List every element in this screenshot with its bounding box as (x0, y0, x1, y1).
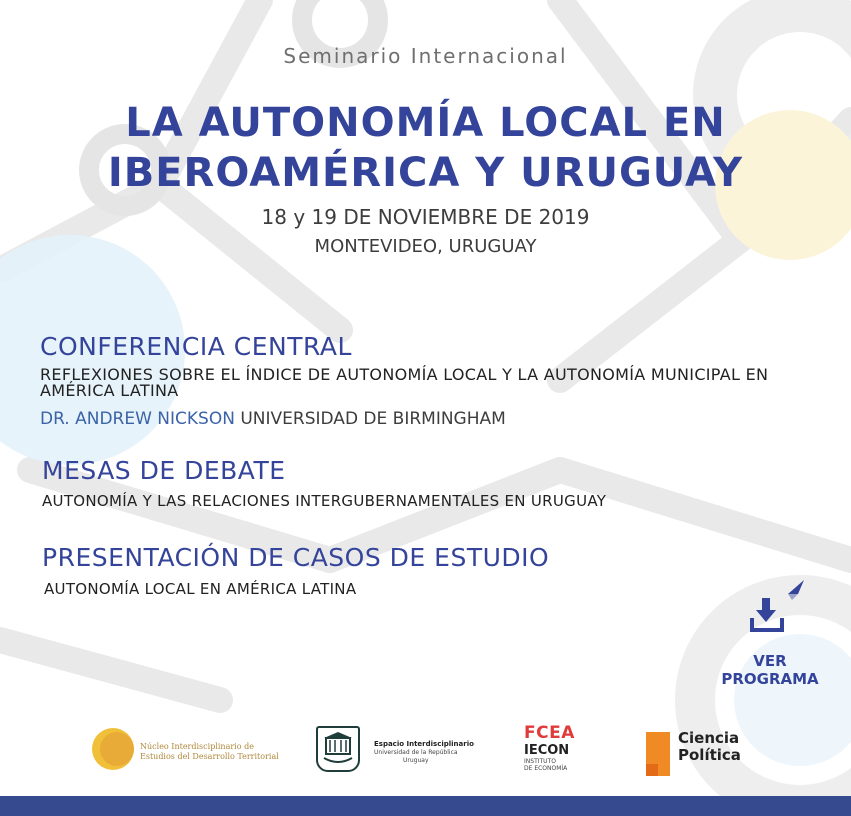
fcea-iecon-logo (524, 724, 604, 780)
ciencia-politica-text (678, 730, 741, 764)
event-title (0, 98, 851, 198)
iecon-subtitle-line-2: DE ECONOMÍA (524, 765, 568, 772)
speaker-name: DR. ANDREW NICKSON (40, 409, 235, 429)
ciencia-politica-line-2: Política (678, 746, 741, 764)
footer-bar (0, 796, 851, 816)
download-icon[interactable] (748, 580, 808, 636)
event-dates: 18 y 19 DE NOVIEMBRE DE 2019 (261, 205, 590, 229)
debate-description: AUTONOMÍA Y LAS RELACIONES INTERGUBERNAMENTALES EN URUGUAY (42, 492, 607, 510)
cases-heading: PRESENTACIÓN DE CASOS DE ESTUDIO (42, 543, 550, 572)
ei-subtitle (374, 749, 458, 765)
espacio-interdisciplinario-logo (316, 726, 486, 776)
view-program-link[interactable]: VER PROGRAMA (721, 652, 819, 688)
ei-title: Espacio Interdisciplinario (374, 740, 474, 748)
iecon-subtitle-line-1: INSTITUTO (524, 758, 556, 765)
speaker-affiliation: UNIVERSIDAD DE BIRMINGHAM (240, 409, 506, 429)
udelar-seal-icon (316, 726, 360, 772)
ciencia-politica-line-1: Ciencia (678, 729, 740, 747)
ciencia-politica-logo (646, 730, 756, 780)
conference-speaker (40, 409, 506, 429)
event-title-line-2: IBEROAMÉRICA Y URUGUAY (107, 150, 744, 196)
cases-description: AUTONOMÍA LOCAL EN AMÉRICA LATINA (44, 580, 357, 598)
ndt-logo (92, 726, 292, 776)
ei-subtitle-line-1: Universidad de la República (374, 749, 458, 756)
ndt-logo-mark-inner (100, 732, 134, 766)
ei-subtitle-line-2: Uruguay (403, 757, 429, 764)
iecon-wordmark: IECON (524, 743, 570, 758)
event-subtitle: Seminario Internacional (283, 44, 568, 68)
debate-heading: MESAS DE DEBATE (42, 456, 286, 485)
ndt-logo-text: Núcleo Interdisciplinario de Estudios del Desarrollo Territorial (140, 742, 279, 761)
conference-description: REFLEXIONES SOBRE EL ÍNDICE DE AUTONOMÍA LOCAL Y LA AUTONOMÍA MUNICIPAL EN AMÉRICA LATINA (40, 365, 769, 400)
event-title-line-1: LA AUTONOMÍA LOCAL EN (125, 100, 726, 146)
fcea-wordmark: FCEA (524, 723, 575, 743)
event-location: MONTEVIDEO, URUGUAY (314, 236, 537, 257)
ciencia-politica-mark-corner (646, 764, 658, 776)
conference-heading: CONFERENCIA CENTRAL (40, 332, 352, 361)
